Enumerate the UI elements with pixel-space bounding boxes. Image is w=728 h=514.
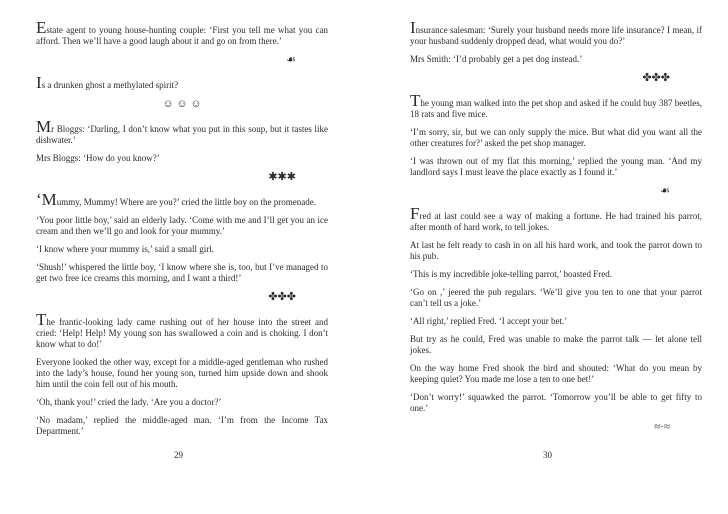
right-page xyxy=(410,18,702,444)
drop-cap: I xyxy=(410,18,416,37)
drop-cap: T xyxy=(36,310,47,329)
joke-paragraph: Mrs Bloggs: ‘How do you know?’ xyxy=(36,153,160,163)
drop-cap: E xyxy=(36,18,47,37)
joke-paragraph: On the way home Fred shook the bird and shouted: ‘What do you mean by keeping quiet? You made me lose a ten to one bet!’ xyxy=(410,363,702,384)
star-ornament: ✱✱✱ xyxy=(268,171,296,183)
joke-paragraph: ‘Don’t worry!’ squawked the parrot. ‘Tomorrow you’ll be able to get fifty to one.’ xyxy=(410,392,702,413)
joke-paragraph: ‘Shush!’ whispered the little boy, ‘I know where she is, too, but I’ve managed to get two free ice creams this morning, and I want a third!’ xyxy=(36,262,328,283)
page-number-left: 29 xyxy=(174,450,183,460)
joke-paragraph: Everyone looked the other way, except for a middle-aged gentleman who rushed into the lady’s house, found her young son, turned him upside down and shook him until the coin fell out of his mouth. xyxy=(36,357,328,389)
joke-paragraph: ‘All right,’ replied Fred. ‘I accept your bet.’ xyxy=(410,316,568,326)
joke-paragraph: ‘Mummy, Mummy! Where are you?’ cried the little boy on the promenade. xyxy=(36,190,317,209)
joke-paragraph: ‘No madam,’ replied the middle-aged man. ‘I’m from the Income Tax Department.’ xyxy=(36,415,328,436)
drop-cap: ‘M xyxy=(36,190,57,209)
flower-ornament: ✤✤✤ xyxy=(642,72,670,84)
smiley-ornament: ☺ ☺ ☺ xyxy=(162,98,202,110)
drop-cap: M xyxy=(36,117,52,136)
drop-cap: F xyxy=(410,204,420,223)
joke-paragraph: ‘Go on ,’ jeered the pub regulars. ‘We’ll give you ten to one that your parrot can’t tell us a joke.’ xyxy=(410,287,702,308)
joke-paragraph: The frantic-looking lady came rushing out of her house into the street and cried: ‘Help! Help! My young son has swallowed a coin and is choking. I don’t know what to do!’ xyxy=(36,310,328,349)
left-page xyxy=(36,18,328,444)
joke-paragraph: At last he felt ready to cash in on all his hard work, and took the parrot down to his pub. xyxy=(410,240,702,261)
joke-paragraph: ‘You poor little boy,’ said an elderly lady. ‘Come with me and I’ll get you an ice cream and then we’ll go and look for your mummy.’ xyxy=(36,215,328,236)
joke-paragraph: ‘I know where your mummy is,’ said a small girl. xyxy=(36,244,215,254)
joke-paragraph: Mr Bloggs: ‘Darling, I don’t know what you put in this soup, but it tastes like dishwater.’ xyxy=(36,117,328,145)
flower-ornament: ✤✤✤ xyxy=(268,291,296,303)
drop-cap: I xyxy=(36,73,42,92)
joke-paragraph: ‘I’m sorry, sir, but we can only supply the mice. But what did you want all the other creatures for?’ asked the pet shop manager. xyxy=(410,127,702,148)
joke-paragraph: Is a drunken ghost a methylated spirit? xyxy=(36,73,179,92)
joke-paragraph: Estate agent to young house-hunting couple: ‘First you tell me what you can afford. Then we’ll have a good laugh about it and go on from there.’ xyxy=(36,18,328,46)
joke-paragraph: But try as he could, Fred was unable to make the parrot talk — let alone tell jokes. xyxy=(410,334,702,355)
joke-paragraph: ‘This is my incredible joke-telling parrot,’ boasted Fred. xyxy=(410,269,613,279)
joke-paragraph: The young man walked into the pet shop and asked if he could buy 387 beetles, 18 rats and five mice. xyxy=(410,91,702,119)
joke-paragraph: Mrs Smith: ‘I’d probably get a pet dog instead.’ xyxy=(410,54,583,64)
joke-paragraph: Fred at last could see a way of making a fortune. He had trained his parrot, after month of hard work, to tell jokes. xyxy=(410,204,702,232)
leaf-ornament: ☙ xyxy=(660,185,670,197)
joke-paragraph: ‘I was thrown out of my flat this morning,’ replied the young man. ‘And my landlord says I must leave the place exactly as I found it.’ xyxy=(410,156,702,177)
joke-paragraph: Insurance salesman: ‘Surely your husband needs more life insurance? I mean, if your husband suddenly dropped dead, what would you do?’ xyxy=(410,18,702,46)
joke-paragraph: ‘Oh, thank you!’ cried the lady. ‘Are you a doctor?’ xyxy=(36,397,222,407)
wave-ornament: ≈·≈ xyxy=(654,421,670,433)
drop-cap: T xyxy=(410,91,421,110)
page-number-right: 30 xyxy=(543,450,552,460)
leaf-ornament: ☙ xyxy=(286,54,296,66)
